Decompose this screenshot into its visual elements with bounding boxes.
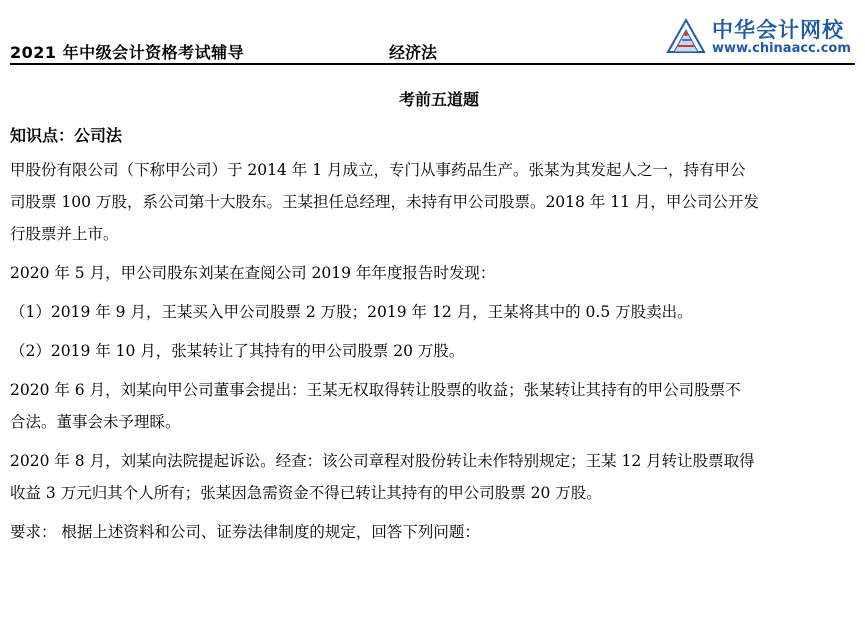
paragraph-line: （1）2019 年 9 月，王某买入甲公司股票 2 万股；2019 年 12 月，王某将其中的 0.5 万股卖出。 [10,303,693,321]
paragraph-line: 2020 年 5 月，甲公司股东刘某在查阅公司 2019 年年度报告时发现： [10,264,496,282]
paragraph-line: 2020 年 6 月，刘某向甲公司董事会提出：王某无权取得转让股票的收益；张某转让其持有的甲公司股票不 [10,381,741,399]
paragraph [10,296,858,328]
paragraph [10,257,858,289]
header-divider [10,63,855,65]
document-body [10,86,858,548]
subject-title: 经济法 [389,43,438,62]
paragraph-list [10,154,858,548]
paragraph-line: 2020 年 8 月，刘某向法院提起诉讼。经查：该公司章程对股份转让未作特别规定；王某 12 月转让股票取得 [10,452,755,470]
logo-name: 中华会计网校 [712,18,844,42]
paragraph-line: 收益 3 万元归其个人所有；张某因急需资金不得已转让其持有的甲公司股票 20 万股。 [10,484,602,502]
paragraph-gap [10,367,858,374]
paragraph-line: 合法。董事会未予理睬。 [10,413,181,431]
paragraph-line: 要求： 根据上述资料和公司、证券法律制度的规定，回答下列问题： [10,523,480,541]
paragraph-gap [10,289,858,296]
paragraph-gap [10,509,858,516]
exam-title: 2021 年中级会计资格考试辅导 [10,43,245,62]
brand-logo [664,12,859,60]
paragraph-gap [10,438,858,445]
paragraph [10,516,858,548]
paragraph [10,154,858,250]
paragraph-line: 行股票并上市。 [10,225,119,243]
mountain-logo-icon [664,16,708,56]
logo-url: www.chinaacc.com [712,41,851,56]
paragraph [10,445,858,509]
paragraph-line: （2）2019 年 10 月，张某转让了其持有的甲公司股票 20 万股。 [10,342,465,360]
paragraph [10,335,858,367]
paragraph-line: 甲股份有限公司（下称甲公司）于 2014 年 1 月成立，专门从事药品生产。张某为其发起人之一，持有甲公 [10,161,746,179]
knowledge-point: 知识点：公司法 [10,126,123,145]
document-title: 考前五道题 [398,90,479,109]
paragraph [10,374,858,438]
paragraph-line: 司股票 100 万股，系公司第十大股东。王某担任总经理，未持有甲公司股票。2018 年 11 月，甲公司公开发 [10,193,759,211]
paragraph-gap [10,328,858,335]
paragraph-gap [10,250,858,257]
page-header [0,0,865,68]
